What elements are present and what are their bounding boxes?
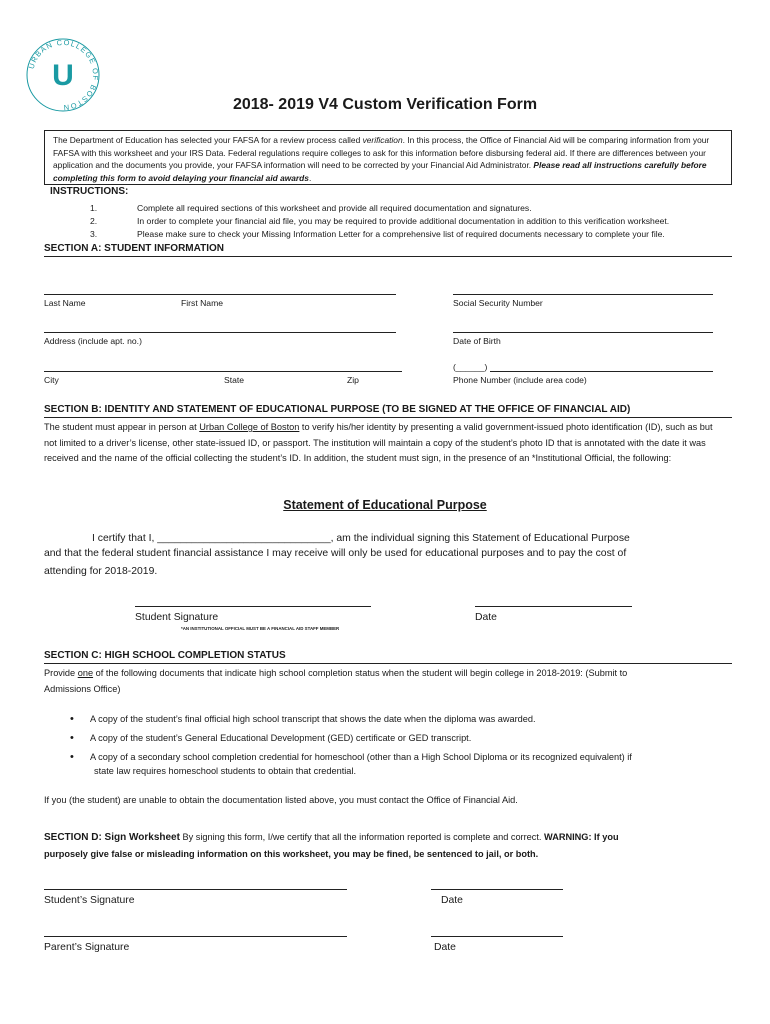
instructions-heading: INSTRUCTIONS: bbox=[50, 186, 129, 197]
ssn-line[interactable] bbox=[453, 294, 713, 295]
bullet-1: • bbox=[70, 713, 74, 725]
phone-area-code: (______) bbox=[453, 362, 488, 372]
instruction-num-3: 3. bbox=[90, 229, 98, 239]
provide-text-1: Provide bbox=[44, 668, 78, 678]
section-d-warning-cont: purposely give false or misleading information on this worksheet, you may be fined, be sentenced to jail, or both. bbox=[44, 849, 539, 859]
unable-notice: If you (the student) are unable to obtain the documentation listed above, you must contact the Office of Financial Aid. bbox=[44, 795, 518, 805]
section-a-heading: SECTION A: STUDENT INFORMATION bbox=[44, 243, 224, 254]
parent-date-label: Date bbox=[434, 942, 456, 953]
intro-text-2: . In this process, the Office of Financial Aid will be comparing information from your FAFSA with this worksheet and your IRS Data. Federal regulations require colleges to ask for this information before disbursing federal aid. If there are differences between your application and the documents you provide, your FAFSA information will need to be corrected by your Financial Aid Administrator. bbox=[53, 135, 710, 171]
logo-ring-text: URBAN COLLEGE OF BOSTON bbox=[26, 37, 101, 113]
section-d-heading: SECTION D: Sign Worksheet bbox=[44, 832, 180, 843]
instruction-item-3: Please make sure to check your Missing Information Letter for a comprehensive list of required documents necessary to complete your file. bbox=[137, 229, 665, 239]
parents-signature-line[interactable] bbox=[44, 936, 347, 937]
ssn-label: Social Security Number bbox=[453, 298, 543, 308]
phone-line[interactable] bbox=[490, 371, 713, 372]
official-footnote: *AN INSTITUTIONAL OFFICIAL MUST BE A FINANCIAL AID STAFF MEMBER bbox=[181, 626, 340, 631]
instruction-item-1: Complete all required sections of this worksheet and provide all required documentation and signatures. bbox=[137, 203, 532, 213]
parents-signature-label: Parent’s Signature bbox=[44, 942, 130, 953]
intro-text: The Department of Education has selected your FAFSA for a review process called bbox=[53, 135, 363, 145]
instruction-num-2: 2. bbox=[90, 216, 98, 226]
certify-line-1: I certify that I, ______________________________, am the individual signing this Statement of Educational Purpose bbox=[92, 533, 630, 544]
hs-doc-item-1: A copy of the student’s final official high school transcript that shows the date when the diploma was awarded. bbox=[90, 714, 536, 724]
certify-line-3: attending for 2018-2019. bbox=[44, 566, 158, 577]
students-signature-line[interactable] bbox=[44, 889, 347, 890]
address-line[interactable] bbox=[44, 332, 396, 333]
intro-box bbox=[44, 130, 732, 185]
last-name-label: Last Name bbox=[44, 298, 86, 308]
name-line[interactable] bbox=[44, 294, 396, 295]
logo-letter: U bbox=[52, 59, 74, 92]
section-b-text-2: to verify his/her identity by presenting a valid government-issued photo identification (ID), such as but not limited to a driver’s license, other state-issued ID, or passport. The institution will maintain a copy of the student’s photo ID that is annotated with the date it was received and the name of the official collecting the student’s ID. In addition, the student must sign, in the presence of an *Institutional Official, the following: bbox=[44, 422, 713, 463]
provide-one: one bbox=[77, 668, 94, 678]
page-title: 2018- 2019 V4 Custom Verification Form bbox=[232, 96, 538, 113]
phone-label: Phone Number (include area code) bbox=[453, 375, 587, 385]
section-d-certify: By signing this form, I/we certify that all the information reported is complete and correct. bbox=[179, 832, 545, 842]
student-signature-label: Student Signature bbox=[135, 612, 219, 623]
city-state-zip-line[interactable] bbox=[44, 371, 402, 372]
section-a-rule bbox=[44, 256, 732, 257]
intro-emphasis: Please read all instructions carefully before completing this form to avoid delaying your financial aid awards bbox=[53, 160, 707, 183]
hs-doc-item-3: A copy of a secondary school completion credential for homeschool (other than a High School Diploma or its recognized equivalent) if bbox=[90, 752, 632, 762]
first-name-label: First Name bbox=[181, 298, 224, 308]
address-label: Address (include apt. no.) bbox=[44, 336, 142, 346]
parent-date-line[interactable] bbox=[431, 936, 563, 937]
hs-doc-item-2: A copy of the student’s General Educational Development (GED) certificate or GED transcript. bbox=[90, 733, 472, 743]
section-c-rule bbox=[44, 663, 732, 664]
signature-date-label: Date bbox=[475, 612, 497, 623]
instruction-num-1: 1. bbox=[90, 203, 98, 213]
bullet-2: • bbox=[70, 732, 74, 744]
provide-text-2: of the following documents that indicate high school completion status when the student will begin college in 2018-2019: (Submit to bbox=[93, 668, 628, 678]
section-b-heading: SECTION B: IDENTITY AND STATEMENT OF EDUCATIONAL PURPOSE (TO BE SIGNED AT THE OFFICE OF FINANCIAL AID) bbox=[44, 404, 631, 415]
section-d-line-1 bbox=[44, 832, 619, 843]
student-date-label: Date bbox=[441, 895, 463, 906]
section-b-text-1: The student must appear in person at bbox=[44, 422, 200, 432]
section-c-provide-cont: Admissions Office) bbox=[44, 684, 121, 694]
section-c-heading: SECTION C: HIGH SCHOOL COMPLETION STATUS bbox=[44, 650, 286, 661]
statement-title: Statement of Educational Purpose bbox=[283, 498, 487, 512]
section-d-warning: WARNING: If you bbox=[544, 832, 619, 842]
zip-label: Zip bbox=[347, 375, 359, 385]
state-label: State bbox=[224, 375, 245, 385]
section-c-provide bbox=[44, 668, 627, 678]
dob-line[interactable] bbox=[453, 332, 713, 333]
student-date-line[interactable] bbox=[431, 889, 563, 890]
students-signature-label: Student’s Signature bbox=[44, 895, 135, 906]
section-b-rule bbox=[44, 417, 732, 418]
signature-date-line[interactable] bbox=[475, 606, 632, 607]
certify-line-2: and that the federal student financial assistance I may receive will only be used for educational purposes and to pay the cost of bbox=[44, 548, 627, 559]
intro-end: . bbox=[308, 172, 312, 183]
city-label: City bbox=[44, 375, 59, 385]
section-b-paragraph bbox=[44, 420, 724, 467]
student-signature-line[interactable] bbox=[135, 606, 371, 607]
bullet-3: • bbox=[70, 751, 74, 763]
instruction-item-2: In order to complete your financial aid file, you may be required to provide additional documentation in addition to this verification worksheet. bbox=[137, 216, 670, 226]
dob-label: Date of Birth bbox=[453, 336, 501, 346]
college-name: Urban College of Boston bbox=[199, 422, 300, 432]
hs-doc-item-3-cont: state law requires homeschool students to obtain that credential. bbox=[94, 766, 356, 776]
intro-verification: verification bbox=[362, 135, 403, 145]
